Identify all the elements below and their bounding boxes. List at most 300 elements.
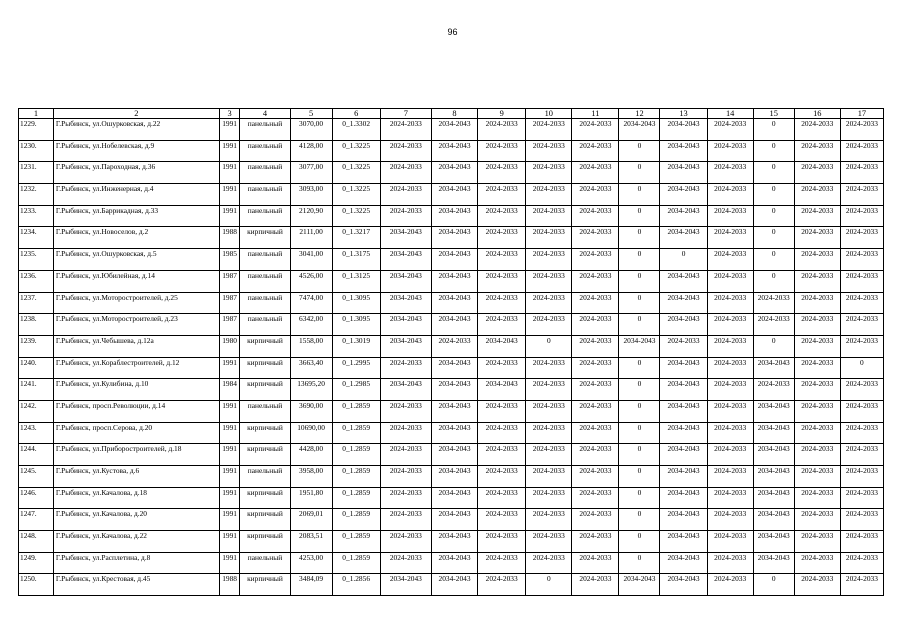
table-cell: 1985: [219, 249, 239, 271]
table-row: [19, 314, 884, 336]
table-cell: 1991: [219, 162, 239, 184]
column-header: 1: [19, 109, 54, 119]
table-cell: 2024-2033: [572, 379, 619, 401]
table-cell: 2024-2033: [526, 249, 572, 271]
table-cell: Г.Рыбинск, ул.Качалова, д.22: [53, 531, 219, 553]
table-cell: Г.Рыбинск, ул.Качалова, д.20: [53, 509, 219, 531]
table-row: [19, 119, 884, 141]
table-cell: Г.Рыбинск, ул.Ошурковская, д.5: [53, 249, 219, 271]
table-cell: кирпичный: [240, 531, 290, 553]
table-cell: 2024-2033: [380, 509, 431, 531]
table-cell: 2024-2033: [526, 205, 572, 227]
table-cell: 2034-2043: [380, 335, 431, 357]
table-cell: 1987: [219, 292, 239, 314]
table-cell: Г.Рыбинск, ул.Качалова, д.18: [53, 487, 219, 509]
table-cell: Г.Рыбинск, ул.Кустова, д.6: [53, 466, 219, 488]
table-cell: 1231.: [19, 162, 54, 184]
table-cell: 2120,90: [290, 205, 332, 227]
table-cell: 0_1.3125: [332, 270, 380, 292]
table-cell: 2024-2033: [572, 444, 619, 466]
table-cell: 2024-2033: [840, 400, 883, 422]
table-cell: 2034-2043: [660, 509, 707, 531]
table-row: [19, 444, 884, 466]
table-cell: 2024-2033: [794, 574, 840, 596]
table-cell: 2024-2033: [526, 379, 572, 401]
table-row: [19, 270, 884, 292]
table-cell: 2024-2033: [380, 184, 431, 206]
table-cell: 2024-2033: [707, 335, 753, 357]
table-cell: панельный: [240, 119, 290, 141]
table-cell: Г.Рыбинск, ул.Баррикадная, д.33: [53, 205, 219, 227]
table-cell: Г.Рыбинск, ул.Чебышева, д.12а: [53, 335, 219, 357]
table-cell: 2024-2033: [707, 379, 753, 401]
table-cell: 2111,00: [290, 227, 332, 249]
table-cell: 2024-2033: [840, 335, 883, 357]
table-cell: 3958,00: [290, 466, 332, 488]
table-cell: 0_1.2859: [332, 444, 380, 466]
table-cell: 2024-2033: [794, 444, 840, 466]
table-cell: 2024-2033: [526, 422, 572, 444]
table-cell: 0: [619, 379, 660, 401]
table-cell: 2024-2033: [794, 335, 840, 357]
table-cell: 1247.: [19, 509, 54, 531]
table-cell: 0_1.2856: [332, 574, 380, 596]
table-cell: Г.Рыбинск, ул.Нобелевская, д.9: [53, 140, 219, 162]
table-cell: 3093,00: [290, 184, 332, 206]
table-cell: Г.Рыбинск, ул.Кораблестроителей, д.12: [53, 357, 219, 379]
table-cell: 0_1.3175: [332, 249, 380, 271]
table-cell: 2034-2043: [619, 574, 660, 596]
table-cell: 2034-2043: [660, 466, 707, 488]
table-cell: 2034-2043: [753, 531, 794, 553]
column-header: 13: [660, 109, 707, 119]
column-header: 17: [840, 109, 883, 119]
table-cell: 2024-2033: [572, 487, 619, 509]
table-cell: 2034-2043: [431, 292, 477, 314]
table-cell: 1991: [219, 552, 239, 574]
table-cell: панельный: [240, 552, 290, 574]
table-cell: 1991: [219, 531, 239, 553]
table-cell: 2024-2033: [478, 184, 526, 206]
table-cell: 2034-2043: [380, 249, 431, 271]
table-cell: 2024-2033: [794, 227, 840, 249]
column-header: 11: [572, 109, 619, 119]
table-cell: 1991: [219, 422, 239, 444]
column-header: 5: [290, 109, 332, 119]
table-cell: 2024-2033: [794, 292, 840, 314]
table-cell: 0: [753, 205, 794, 227]
column-header: 9: [478, 109, 526, 119]
table-cell: панельный: [240, 466, 290, 488]
table-cell: 2024-2033: [478, 531, 526, 553]
table-cell: 2034-2043: [753, 400, 794, 422]
table-cell: 2024-2033: [478, 119, 526, 141]
table-cell: 2024-2033: [572, 574, 619, 596]
table-cell: 1991: [219, 466, 239, 488]
table-cell: 2024-2033: [526, 314, 572, 336]
table-cell: 2034-2043: [753, 487, 794, 509]
table-cell: 2024-2033: [478, 574, 526, 596]
table-cell: 1230.: [19, 140, 54, 162]
table-cell: 2024-2033: [840, 487, 883, 509]
table-cell: Г.Рыбинск, ул.Моторостроителей, д.23: [53, 314, 219, 336]
table-cell: 2024-2033: [707, 270, 753, 292]
table-cell: 0_1.3302: [332, 119, 380, 141]
table-cell: 2034-2043: [380, 227, 431, 249]
table-cell: 2024-2033: [794, 422, 840, 444]
table-row: [19, 552, 884, 574]
column-header: 12: [619, 109, 660, 119]
table-cell: 2024-2033: [707, 119, 753, 141]
table-cell: 1248.: [19, 531, 54, 553]
table-cell: 2024-2033: [707, 466, 753, 488]
table-cell: 2024-2033: [794, 184, 840, 206]
table-cell: 2024-2033: [526, 357, 572, 379]
table-cell: 2034-2043: [660, 487, 707, 509]
table-cell: 3690,00: [290, 400, 332, 422]
table-cell: 2024-2033: [753, 314, 794, 336]
table-cell: 2024-2033: [380, 552, 431, 574]
table-cell: 2034-2043: [431, 249, 477, 271]
table-cell: панельный: [240, 249, 290, 271]
table-cell: 1232.: [19, 184, 54, 206]
page-number: 96: [447, 27, 458, 37]
table-cell: 2024-2033: [794, 140, 840, 162]
column-header: 8: [431, 109, 477, 119]
table-cell: 0_1.3095: [332, 292, 380, 314]
table-cell: 2024-2033: [840, 184, 883, 206]
table-cell: 2024-2033: [572, 270, 619, 292]
table-cell: 1233.: [19, 205, 54, 227]
table-cell: 2024-2033: [572, 314, 619, 336]
table-cell: 1991: [219, 357, 239, 379]
table-cell: 2024-2033: [840, 574, 883, 596]
table-cell: Г.Рыбинск, ул.Юбилейная, д.14: [53, 270, 219, 292]
table-cell: 2024-2033: [707, 162, 753, 184]
table-cell: 2034-2043: [660, 119, 707, 141]
table-cell: 2024-2033: [707, 292, 753, 314]
table-cell: панельный: [240, 292, 290, 314]
table-cell: Г.Рыбинск, ул.Расплетина, д.8: [53, 552, 219, 574]
data-table: [18, 108, 884, 596]
table-row: [19, 574, 884, 596]
table-cell: Г.Рыбинск, ул.Новоселов, д.2: [53, 227, 219, 249]
table-cell: 2024-2033: [840, 227, 883, 249]
table-cell: 1245.: [19, 466, 54, 488]
table-cell: 2024-2033: [794, 270, 840, 292]
table-cell: 2024-2033: [840, 531, 883, 553]
table-cell: 0_1.3225: [332, 184, 380, 206]
table-cell: 2034-2043: [431, 227, 477, 249]
column-header: 7: [380, 109, 431, 119]
table-cell: 4128,00: [290, 140, 332, 162]
table-row: [19, 422, 884, 444]
table-cell: 2024-2033: [794, 314, 840, 336]
table-cell: 2024-2033: [478, 400, 526, 422]
table-cell: 2034-2043: [660, 357, 707, 379]
table-cell: панельный: [240, 184, 290, 206]
table-cell: 2024-2033: [753, 379, 794, 401]
table-cell: 1244.: [19, 444, 54, 466]
table-cell: 4428,00: [290, 444, 332, 466]
table-cell: 2034-2043: [380, 292, 431, 314]
table-cell: 0_1.3019: [332, 335, 380, 357]
column-header: 16: [794, 109, 840, 119]
table-row: [19, 162, 884, 184]
table-cell: 2034-2043: [660, 205, 707, 227]
table-cell: 1984: [219, 379, 239, 401]
table-cell: 2024-2033: [526, 292, 572, 314]
table-cell: 2024-2033: [380, 119, 431, 141]
table-cell: 2034-2043: [753, 444, 794, 466]
table-cell: 2024-2033: [572, 162, 619, 184]
table-cell: 3070,00: [290, 119, 332, 141]
table-cell: 2024-2033: [794, 466, 840, 488]
table-cell: 2024-2033: [526, 140, 572, 162]
table-cell: 2034-2043: [660, 270, 707, 292]
table-cell: 2024-2033: [707, 400, 753, 422]
table-cell: 1991: [219, 487, 239, 509]
table-cell: 2034-2043: [660, 531, 707, 553]
table-cell: 2024-2033: [478, 292, 526, 314]
table-cell: 2024-2033: [572, 466, 619, 488]
table-cell: 2024-2033: [478, 249, 526, 271]
table-cell: 2024-2033: [380, 531, 431, 553]
table-cell: 2024-2033: [478, 205, 526, 227]
table-cell: 2024-2033: [794, 552, 840, 574]
table-cell: 0_1.3217: [332, 227, 380, 249]
table-cell: 2024-2033: [707, 357, 753, 379]
table-cell: 0_1.2995: [332, 357, 380, 379]
table-cell: 1991: [219, 400, 239, 422]
table-cell: 1951,80: [290, 487, 332, 509]
table-cell: 2034-2043: [660, 444, 707, 466]
table-cell: 2034-2043: [660, 162, 707, 184]
table-cell: 1991: [219, 444, 239, 466]
table-row: [19, 400, 884, 422]
table-cell: 2024-2033: [707, 249, 753, 271]
table-cell: Г.Рыбинск, ул.Моторостроителей, д.25: [53, 292, 219, 314]
table-cell: 2024-2033: [478, 509, 526, 531]
table-cell: 2024-2033: [380, 357, 431, 379]
table-cell: 2024-2033: [840, 270, 883, 292]
table-cell: Г.Рыбинск, ул.Приборостроителей, д.18: [53, 444, 219, 466]
table-cell: 2024-2033: [478, 314, 526, 336]
table-cell: 2024-2033: [707, 314, 753, 336]
table-cell: 3041,00: [290, 249, 332, 271]
table-cell: 2034-2043: [431, 119, 477, 141]
table-cell: 2024-2033: [707, 140, 753, 162]
table-cell: 2024-2033: [478, 487, 526, 509]
table-cell: 1558,00: [290, 335, 332, 357]
table-cell: кирпичный: [240, 227, 290, 249]
table-cell: панельный: [240, 314, 290, 336]
table-cell: 0: [526, 335, 572, 357]
table-cell: 2024-2033: [380, 205, 431, 227]
table-cell: панельный: [240, 400, 290, 422]
table-cell: 1229.: [19, 119, 54, 141]
table-cell: 0_1.2859: [332, 422, 380, 444]
table-cell: 2024-2033: [840, 205, 883, 227]
table-cell: 1249.: [19, 552, 54, 574]
table-row: [19, 335, 884, 357]
table-cell: 2024-2033: [840, 422, 883, 444]
table-cell: 1239.: [19, 335, 54, 357]
table-cell: 0: [753, 140, 794, 162]
table-cell: 2024-2033: [707, 444, 753, 466]
table-cell: 2024-2033: [840, 249, 883, 271]
table-row: [19, 205, 884, 227]
table-cell: 0: [619, 292, 660, 314]
table-cell: 2024-2033: [572, 335, 619, 357]
table-cell: 2034-2043: [431, 205, 477, 227]
table-cell: 2024-2033: [840, 444, 883, 466]
table-cell: 2034-2043: [431, 574, 477, 596]
table-cell: кирпичный: [240, 335, 290, 357]
table-cell: 0: [619, 314, 660, 336]
table-cell: 2083,51: [290, 531, 332, 553]
table-cell: 2024-2033: [840, 509, 883, 531]
table-cell: 0: [619, 249, 660, 271]
table-cell: 1991: [219, 140, 239, 162]
table-cell: 2024-2033: [707, 574, 753, 596]
table-cell: 0: [660, 249, 707, 271]
table-cell: 0: [753, 270, 794, 292]
table-cell: 0: [619, 444, 660, 466]
table-cell: 10690,00: [290, 422, 332, 444]
table-cell: 0: [753, 249, 794, 271]
table-row: [19, 357, 884, 379]
table-cell: 2034-2043: [431, 270, 477, 292]
table-cell: 0: [619, 205, 660, 227]
table-cell: 2024-2033: [380, 422, 431, 444]
table-cell: панельный: [240, 205, 290, 227]
table-row: [19, 227, 884, 249]
table-cell: 0: [753, 119, 794, 141]
table-cell: 2024-2033: [526, 509, 572, 531]
table-cell: 0: [619, 509, 660, 531]
table-cell: 2024-2033: [478, 140, 526, 162]
table-cell: 2024-2033: [478, 270, 526, 292]
table-cell: 2034-2043: [431, 509, 477, 531]
table-cell: 2034-2043: [660, 400, 707, 422]
table-cell: 1241.: [19, 379, 54, 401]
table-cell: 2024-2033: [840, 466, 883, 488]
table-row: [19, 379, 884, 401]
table-cell: 1988: [219, 574, 239, 596]
table-cell: 2034-2043: [660, 292, 707, 314]
table-cell: 2034-2043: [660, 422, 707, 444]
table-cell: 2034-2043: [660, 552, 707, 574]
column-header: 3: [219, 109, 239, 119]
table-cell: панельный: [240, 140, 290, 162]
table-cell: 2024-2033: [840, 552, 883, 574]
table-cell: 2024-2033: [526, 466, 572, 488]
table-cell: 2024-2033: [526, 184, 572, 206]
table-cell: 2024-2033: [840, 379, 883, 401]
table-cell: 2024-2033: [840, 119, 883, 141]
table-cell: 1243.: [19, 422, 54, 444]
table-cell: 2024-2033: [572, 119, 619, 141]
table-cell: Г.Рыбинск, просп.Революции, д.14: [53, 400, 219, 422]
table-cell: 2034-2043: [431, 552, 477, 574]
table-cell: 2024-2033: [572, 140, 619, 162]
table-cell: 2024-2033: [840, 314, 883, 336]
table-cell: 2034-2043: [660, 227, 707, 249]
table-cell: 0: [619, 184, 660, 206]
table-cell: 2024-2033: [794, 119, 840, 141]
table-cell: 2024-2033: [380, 400, 431, 422]
table-cell: 2024-2033: [794, 487, 840, 509]
table-cell: 2034-2043: [380, 314, 431, 336]
table-cell: 0_1.2859: [332, 487, 380, 509]
table-cell: 6342,00: [290, 314, 332, 336]
table-cell: 1237.: [19, 292, 54, 314]
table-cell: 0: [619, 487, 660, 509]
table-cell: 2024-2033: [707, 487, 753, 509]
table-cell: 0: [619, 140, 660, 162]
table-cell: 0: [753, 574, 794, 596]
table-cell: 0: [619, 466, 660, 488]
table-cell: 0: [753, 162, 794, 184]
table-cell: 2034-2043: [431, 162, 477, 184]
table-cell: 2024-2033: [478, 227, 526, 249]
table-cell: 2034-2043: [753, 509, 794, 531]
table-cell: 0: [619, 552, 660, 574]
column-header: 2: [53, 109, 219, 119]
table-cell: 3077,00: [290, 162, 332, 184]
table-cell: 0: [619, 531, 660, 553]
table-cell: 2069,01: [290, 509, 332, 531]
table-cell: 2034-2043: [431, 314, 477, 336]
table-header-row: [19, 109, 884, 119]
table-cell: 0: [753, 184, 794, 206]
table-cell: кирпичный: [240, 357, 290, 379]
table-cell: 0: [619, 227, 660, 249]
table-cell: 2024-2033: [526, 400, 572, 422]
table-cell: 7474,00: [290, 292, 332, 314]
table-cell: 2034-2043: [753, 357, 794, 379]
table-cell: 2024-2033: [526, 227, 572, 249]
table-cell: 0: [619, 270, 660, 292]
table-cell: 1991: [219, 509, 239, 531]
table-row: [19, 466, 884, 488]
table-cell: кирпичный: [240, 509, 290, 531]
table-cell: 2024-2033: [526, 487, 572, 509]
table-cell: панельный: [240, 270, 290, 292]
table-cell: 2034-2043: [380, 270, 431, 292]
table-cell: 2024-2033: [794, 531, 840, 553]
column-header: 14: [707, 109, 753, 119]
table-cell: 2034-2043: [431, 531, 477, 553]
table-cell: 2024-2033: [431, 335, 477, 357]
table-cell: 1236.: [19, 270, 54, 292]
table-cell: 2034-2043: [660, 184, 707, 206]
table-cell: 2024-2033: [572, 400, 619, 422]
table-cell: 2024-2033: [707, 205, 753, 227]
table-cell: 1250.: [19, 574, 54, 596]
table-cell: 2024-2033: [380, 487, 431, 509]
table-cell: 2034-2043: [431, 444, 477, 466]
table-cell: 2024-2033: [572, 552, 619, 574]
table-row: [19, 509, 884, 531]
table-cell: панельный: [240, 162, 290, 184]
table-cell: 2024-2033: [526, 552, 572, 574]
table-cell: Г.Рыбинск, ул.Кулибина, д.10: [53, 379, 219, 401]
table-cell: 2024-2033: [794, 379, 840, 401]
table-cell: 0: [619, 162, 660, 184]
table-cell: 0_1.3225: [332, 205, 380, 227]
